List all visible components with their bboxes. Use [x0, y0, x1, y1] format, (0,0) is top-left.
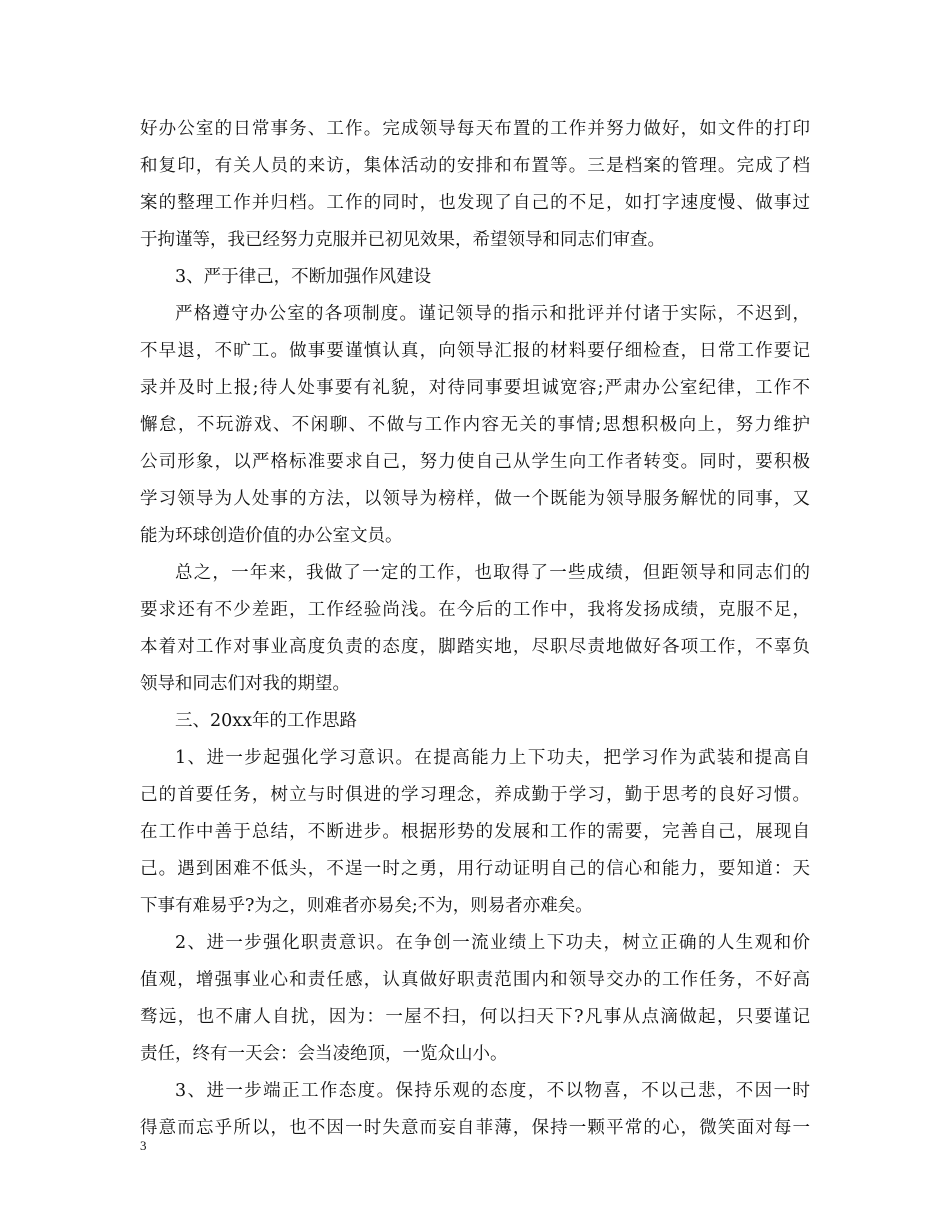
- text-line: 能为环球创造价值的办公室文员。: [140, 526, 403, 546]
- text-line: 责任，终有一天会：会当凌绝顶，一览众山小。: [140, 1044, 508, 1064]
- document-body: [140, 111, 810, 1147]
- text-line: 懈怠，不玩游戏、不闲聊、不做与工作内容无关的事情;思想积极向上，努力维护: [140, 415, 810, 435]
- text-line: 2、进一步强化职责意识。在争创一流业绩上下功夫，树立正确的人生观和价: [175, 933, 810, 953]
- text-line: 己的首要任务，树立与时俱进的学习理念，养成勤于学习，勤于思考的良好习惯。: [140, 785, 810, 805]
- text-line: 公司形象，以严格标准要求自己，努力使自己从学生向工作者转变。同时，要积极: [140, 452, 810, 472]
- text-line: 要求还有不少差距，工作经验尚浅。在今后的工作中，我将发扬成绩，克服不足，: [140, 600, 810, 620]
- text-line: 录并及时上报;待人处事要有礼貌，对待同事要坦诚宽容;严肃办公室纪律，工作不: [140, 378, 810, 398]
- text-line: 在工作中善于总结，不断进步。根据形势的发展和工作的需要，完善自己，展现自: [140, 822, 810, 842]
- text-line: 下事有难易乎?为之，则难者亦易矣;不为，则易者亦难矣。: [140, 896, 593, 916]
- text-line: 总之，一年来，我做了一定的工作，也取得了一些成绩，但距领导和同志们的: [175, 563, 810, 583]
- text-line: 值观，增强事业心和责任感，认真做好职责范围内和领导交办的工作任务，不好高: [140, 970, 810, 990]
- text-line: 好办公室的日常事务、工作。完成领导每天布置的工作并努力做好，如文件的打印: [140, 119, 810, 139]
- text-line: 领导和同志们对我的期望。: [140, 674, 350, 694]
- section-heading: 3、严于律己，不断加强作风建设: [175, 267, 432, 287]
- text-line: 于拘谨等，我已经努力克服并已初见效果，希望领导和同志们审查。: [140, 230, 665, 250]
- text-line: 严格遵守办公室的各项制度。谨记领导的指示和批评并付诸于实际，不迟到，: [175, 304, 810, 324]
- text-line: 不早退，不旷工。做事要谨慎认真，向领导汇报的材料要仔细检查，日常工作要记: [140, 341, 810, 361]
- text-line: 本着对工作对事业高度负责的态度，脚踏实地，尽职尽责地做好各项工作，不辜负: [140, 637, 810, 657]
- text-line: 己。遇到困难不低头，不逞一时之勇，用行动证明自己的信心和能力，要知道：天: [140, 859, 810, 879]
- section-heading: 三、20xx年的工作思路: [175, 711, 358, 731]
- page-number: 3: [140, 1138, 147, 1153]
- text-line: 得意而忘乎所以，也不因一时失意而妄自菲薄，保持一颗平常的心，微笑面对每一: [140, 1118, 810, 1138]
- text-line: 和复印，有关人员的来访，集体活动的安排和布置等。三是档案的管理。完成了档: [140, 156, 810, 176]
- text-line: 学习领导为人处事的方法，以领导为榜样，做一个既能为领导服务解忧的同事，又: [140, 489, 810, 509]
- text-line: 案的整理工作并归档。工作的同时，也发现了自己的不足，如打字速度慢、做事过: [140, 193, 810, 213]
- text-line: 骛远，也不庸人自扰，因为：一屋不扫，何以扫天下?凡事从点滴做起，只要谨记: [140, 1007, 810, 1027]
- text-line: 3、进一步端正工作态度。保持乐观的态度，不以物喜，不以己悲，不因一时: [175, 1081, 810, 1101]
- text-line: 1、进一步起强化学习意识。在提高能力上下功夫，把学习作为武装和提高自: [175, 748, 810, 768]
